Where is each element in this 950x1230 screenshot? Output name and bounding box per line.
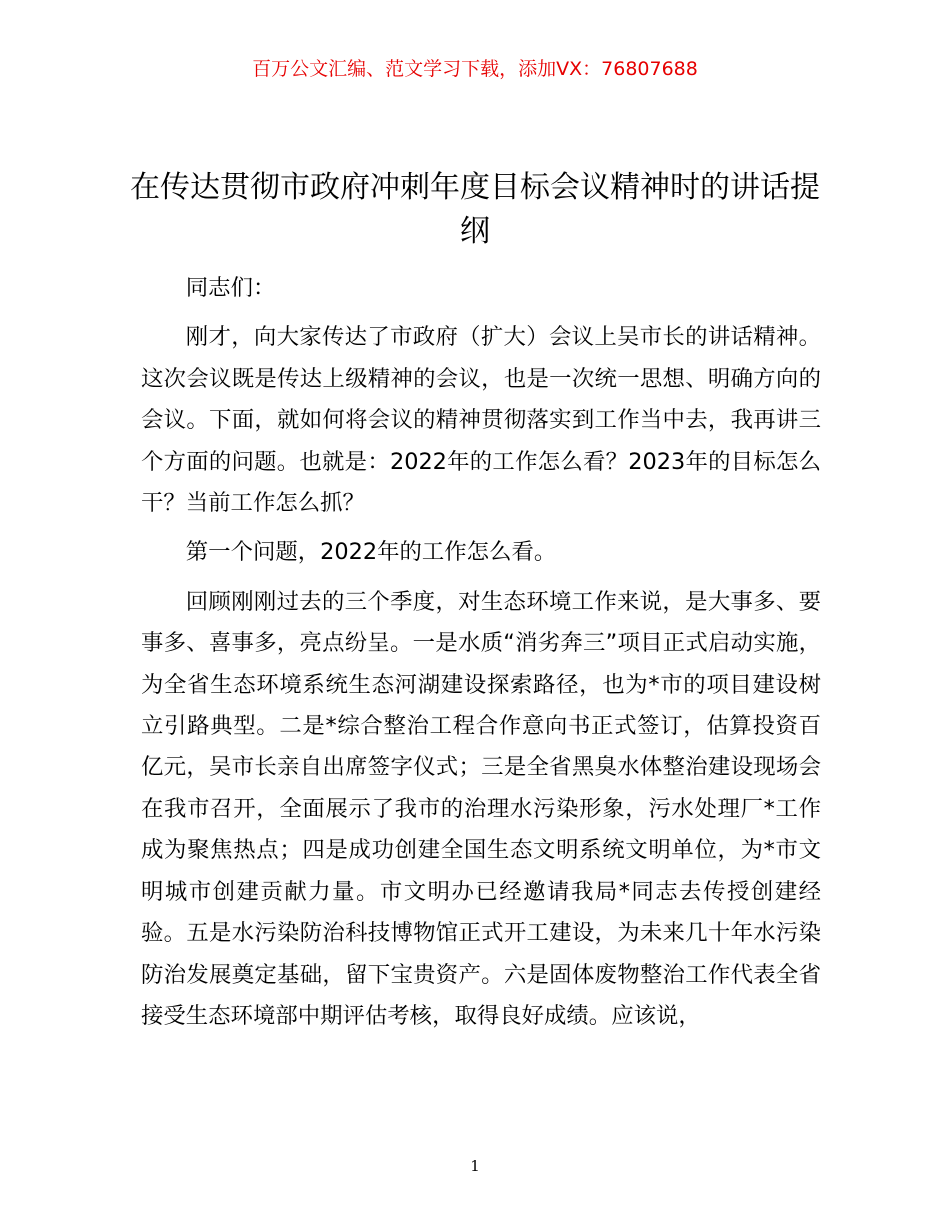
document-body bbox=[141, 268, 821, 1037]
document-title: 在传达贯彻市政府冲刺年度目标会议精神时的讲话提纲 bbox=[130, 170, 820, 249]
section-heading-paragraph: 第一个问题，2022年的工作怎么看。 bbox=[185, 539, 557, 566]
body-paragraph: 回顾刚刚过去的三个季度，对生态环境工作来说，是大事多、要事多、喜事多，亮点纷呈。一是水质“消劣奔三”项目正式启动实施，为全省生态环境系统生态河湖建设探索路径，也为*市的项目建设树立引路典型。二是*综合整治工程合作意向书正式签订，估算投资百亿元，吴市长亲自出席签字仪式；三是全省黑臭水体整治建设现场会在我市召开，全面展示了我市的治理水污染形象，污水处理厂*工作成为聚焦热点；四是成功创建全国生态文明系统文明单位，为*市文明城市创建贡献力量。市文明办已经邀请我局*同志去传授创建经验。五是水污染防治科技博物馆正式开工建设，为未来几十年水污染防治发展奠定基础，留下宝贵资产。六是固体废物整治工作代表全省接受生态环境部中期评估考核，取得良好成绩。应该说， bbox=[141, 588, 821, 1029]
page-number: 1 bbox=[470, 1157, 480, 1175]
header-note: 百万公文汇编、范文学习下载，添加VX：76807688 bbox=[252, 58, 698, 80]
salutation-paragraph: 同志们： bbox=[185, 275, 276, 301]
body-paragraph: 刚才，向大家传达了市政府（扩大）会议上吴市长的讲话精神。这次会议既是传达上级精神的会议，也是一次统一思想、明确方向的会议。下面，就如何将会议的精神贯彻落实到工作当中去，我再讲三个方面的问题。也就是：2022年的工作怎么看？2023年的目标怎么干？当前工作怎么抓？ bbox=[141, 324, 821, 517]
